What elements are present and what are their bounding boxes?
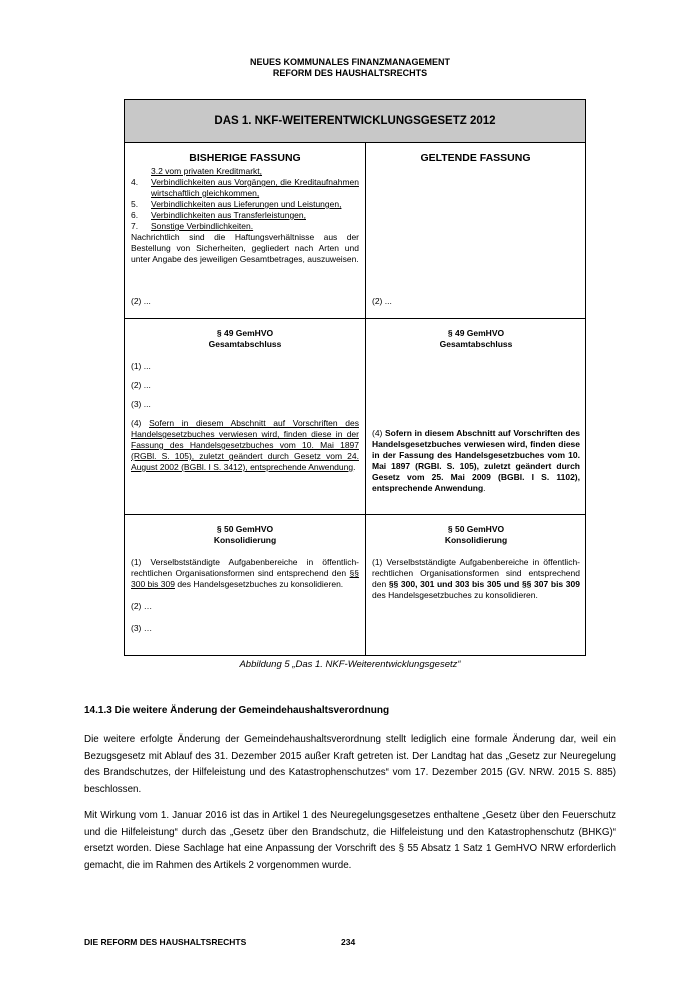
list-item: 5. Verbindlichkeiten aus Lieferungen und Leistungen, [131,199,342,209]
section-title: 14.1.3 Die weitere Änderung der Gemeindehaushaltsverordnung [84,705,390,716]
body-paragraph-1: Die weitere erfolgte Änderung der Gemeindehaushaltsverordnung stellt lediglich eine formale Änderung dar, weil ein Bezugsgesetz mit Ablauf des 31. Dezember 2015 außer Kraft getreten ist. Der Landtag hat das „Gesetz zur Neuregelung des Brandschutzes, der Hilfeleistung und des Katastrophenschutzes“ vom 17. Dezember 2015 (GV. NRW. 2015 S. 885) beschlossen. [84,734,616,795]
section-heading: § 49 GemHVO [216,328,274,338]
section-subheading: Gesamtabschluss [208,339,282,349]
row1-right-paragraph-2: (2) ... [372,296,392,306]
row3-right-cell [372,524,580,601]
paragraph-1-old: (1) Verselbstständigte Aufgabenbereiche in öffentlich-rechtlichen Organisationsformen sind entsprechend den §§ 300 bis 309 des Handelsgesetzbuches zu konsolidieren. [131,557,359,589]
row2-left-cell [131,328,359,473]
section-heading: § 49 GemHVO [447,328,505,338]
section-heading: § 50 GemHVO [447,524,505,534]
column-header-left: BISHERIGE FASSUNG [189,152,301,164]
list-item: 6. Verbindlichkeiten aus Transferleistungen, [131,210,306,220]
list-item-3-2: 3.2 vom privaten Kreditmarkt, [151,166,263,176]
paragraph-1-new: (1) Verselbstständigte Aufgabenbereiche in öffentlich-rechtlichen Organisationsformen sind entsprechend den §§ 300, 301 und 303 bis 305 und §§ 307 bis 309 des Handelsgesetzbuches zu konsolidieren. [372,557,580,600]
paragraph-1: (1) ... [131,361,151,371]
page-number: 234 [341,937,356,947]
table-title: DAS 1. NKF-WEITERENTWICKLUNGSGESETZ 2012 [125,100,585,143]
row-divider [125,318,585,319]
paragraph-3: (3) ... [131,399,151,409]
column-divider [365,142,366,655]
running-header-line2: REFORM DES HAUSHALTSRECHTS [272,68,428,78]
section-heading: § 50 GemHVO [216,524,274,534]
footer-title: DIE REFORM DES HAUSHALTSRECHTS [84,937,247,947]
row1-left-cell [131,166,359,265]
paragraph-4-old: (4) Sofern in diesem Abschnitt auf Vorschriften des Handelsgesetzbuches verwiesen wird, finden diese in der Fassung des Handelsgesetzbuches vom 10. Mai 1897 (RGBl. S. 105), zuletzt geändert durch Gesetz vom 24. August 2002 (BGBl. I S. 3412), entsprechende Anwendung. [131,418,359,472]
comparison-table [124,99,586,656]
section-subheading: Gesamtabschluss [439,339,513,349]
paragraph-2: (2) ... [131,380,151,390]
body-paragraph-2: Mit Wirkung vom 1. Januar 2016 ist das in Artikel 1 des Neuregelungsgesetzes enthaltene „Gesetz über den Feuerschutz und die Hilfeleistung“ durch das „Gesetz über den Brandschutz, die Hilfeleistung und den Katastrophenschutz (BHKG)“ ersetzt worden. Diese Sachlage hat eine Anpassung der Vorschrift des § 55 Absatz 1 Satz 1 GemHVO NRW erforderlich gemacht, die im Rahmen des Artikels 2 vorgenommen wurde. [84,810,616,871]
column-header-right: GELTENDE FASSUNG [420,152,531,164]
paragraph-2: (2) … [131,601,153,611]
section-subheading: Konsolidierung [213,535,277,545]
row1-left-paragraph-2: (2) ... [131,296,151,306]
list-item: 4. Verbindlichkeiten aus Vorgängen, die Kreditaufnahmen wirtschaftlich gleichkommen, [131,177,359,198]
paragraph-4-new: (4) Sofern in diesem Abschnitt auf Vorschriften des Handelsgesetzbuches verwiesen wird, finden diese in der Fassung des Handelsgesetzbuches vom 10. Mai 1897 (RGBl. S. 105), zuletzt geändert durch Gesetz vom 25. Mai 2009 (BGBl. I S. 1102), entsprechende Anwendung. [372,428,580,493]
paragraph-3: (3) … [131,623,153,633]
running-header-line1: NEUES KOMMUNALES FINANZMANAGEMENT [250,57,450,67]
row-divider [125,514,585,515]
section-subheading: Konsolidierung [444,535,508,545]
row3-left-cell [131,524,359,634]
list-item: 7. Sonstige Verbindlichkeiten. [131,221,254,231]
figure-caption: Abbildung 5 „Das 1. NKF-Weiterentwicklungsgesetz“ [239,659,461,670]
row2-right-cell [372,328,580,350]
liability-note: Nachrichtlich sind die Haftungsverhältnisse aus der Bestellung von Sicherheiten, gegliedert nach Arten und unter Angabe des jeweiligen Gesamtbetrages, auszuweisen. [131,232,359,264]
